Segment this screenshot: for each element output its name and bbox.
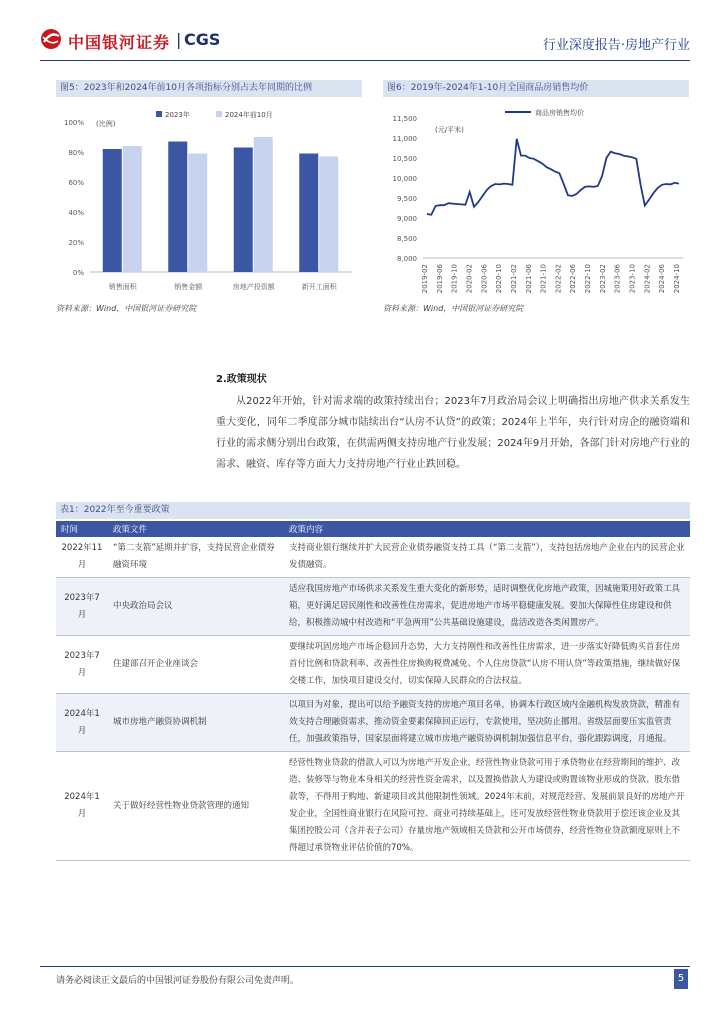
y-tick-label: 60% [68, 179, 84, 187]
row-time: 2024年1月 [56, 694, 108, 752]
table-header-row [56, 521, 690, 537]
row-time: 2023年7月 [56, 578, 108, 636]
figure6-chart [383, 100, 689, 300]
figure5-chart [56, 100, 362, 300]
row-doc: 中央政治局会议 [108, 578, 284, 636]
table-title: 表1：2022年至今重要政策 [56, 502, 690, 519]
page-number: 5 [674, 969, 688, 989]
x-tick-label: 销售金额 [174, 283, 203, 291]
bar-series2 [254, 137, 273, 272]
x-tick-label: 2023-02 [598, 264, 607, 294]
bar-series2 [319, 157, 338, 273]
y-tick-label: 11,000 [392, 135, 417, 143]
footer-divider [40, 966, 690, 967]
x-tick-label: 2022-02 [554, 264, 563, 294]
section-title: 2.政策现状 [216, 374, 267, 385]
bar-series1 [168, 142, 187, 273]
figure5-source: 资料来源：Wind，中国银河证券研究院 [56, 304, 197, 313]
table-row [56, 752, 690, 861]
figure5-title: 图5：2023年和2024年前10月各项指标分别占去年同期的比例 [56, 80, 362, 97]
x-tick-label: 2023-06 [613, 264, 622, 294]
row-content: 要继续巩固房地产市场企稳回升态势，大力支持刚性和改善性住房需求，进一步落实好降低购买首套住房首付比例和贷款利率、改善性住房换购税费减免、个人住房贷款“认房不用认贷”等政策措施，继续做好保交楼工作，加快项目建设交付，切实保障人民群众的合法权益。 [284, 636, 690, 694]
table-row [56, 636, 690, 694]
x-tick-label: 2019-10 [450, 264, 459, 294]
y-tick-label: 9,000 [396, 215, 417, 223]
x-tick-label: 2024-06 [658, 264, 667, 294]
row-content: 经营性物业贷款的借款人可以为房地产开发企业，经营性物业贷款可用于承贷物业在经营期间的维护、改造、装修等与物业本身相关的经营性资金需求，以及置换借款人为建设或购置该物业形成的贷款、股东借款等，不得用于购地、新建项目或其他限制性领域。2024年末前，对规范经营、发展前景良好的房地产开发企业，全国性商业银行在风险可控、商业可持续基础上，还可发放经营性物业贷款用于偿还该企业及其集团控股公司（含并表子公司）存量房地产领域相关贷款和公开市场债券，经营性物业贷款额度原则上不得超过承贷物业评估价值的70%。 [284, 752, 690, 861]
x-tick-label: 新开工面积 [301, 283, 337, 291]
y-tick-label: 100% [63, 119, 84, 127]
y-tick-label: 10,000 [392, 175, 417, 183]
legend-label: 2024年前10月 [225, 111, 273, 119]
y-tick-label: 11,500 [392, 115, 417, 123]
header-doc: 政策文件 [108, 521, 284, 537]
legend-label: 商品房销售均价 [535, 109, 584, 117]
galaxy-logo-icon [40, 28, 62, 50]
bar-series1 [103, 149, 122, 272]
x-tick-label: 2021-02 [509, 264, 518, 294]
bar-series1 [299, 154, 318, 273]
x-tick-label: 2020-06 [480, 264, 489, 294]
section-paragraph: 从2022年开始，针对需求端的政策持续出台；2023年7月政治局会议上明确指出房地产供求关系发生重大变化，同年二季度部分城市陆续出台“认房不认贷”的政策；2024年上半年，央行针对房企的融资端和行业的需求侧分别出台政策，在供需两侧支持房地产行业发展；2024年9月开始，各部门针对房地产行业的需求、融资、库存等方面大力支持房地产行业止跌回稳。 [216, 396, 690, 470]
y-tick-label: 20% [68, 239, 84, 247]
bar-series2 [123, 146, 142, 272]
x-tick-label: 2022-06 [569, 264, 578, 294]
x-tick-label: 2024-02 [643, 264, 652, 294]
row-doc: 关于做好经营性物业贷款管理的通知 [108, 752, 284, 861]
row-time: 2024年1月 [56, 752, 108, 861]
row-content: 以项目为对象，提出可以给予融资支持的房地产项目名单，协调本行政区域内金融机构发放贷款，精准有效支持合理融资需求，推动资金要素保障回正运行，专款使用，坚决防止挪用。省级层面要压实监管责任，加强政策指导，国家层面将建立城市房地产融资协调机制加强信息平台，强化跟踪调度，月通报。 [284, 694, 690, 752]
header-content: 政策内容 [284, 521, 690, 537]
figure6-title: 图6：2019年-2024年1-10月全国商品房销售均价 [383, 80, 689, 97]
x-tick-label: 2020-02 [465, 264, 474, 294]
report-type: 行业深度报告·房地产行业 [542, 38, 690, 53]
row-doc: 住建部召开企业座谈会 [108, 636, 284, 694]
unit-label: (比例) [96, 120, 116, 128]
y-tick-label: 0% [72, 269, 84, 277]
logo-en: CGS [184, 30, 221, 49]
y-tick-label: 8,500 [396, 235, 417, 243]
x-tick-label: 2023-10 [628, 264, 637, 294]
table-row [56, 537, 690, 578]
header-divider [40, 60, 690, 61]
y-tick-label: 8,000 [396, 255, 417, 263]
x-tick-label: 2021-10 [539, 264, 548, 294]
footer-disclaimer: 请务必阅读正文最后的中国银河证券股份有限公司免责声明。 [56, 976, 300, 986]
row-content: 适应我国房地产市场供求关系发生重大变化的新形势，适时调整优化房地产政策，因城施策用好政策工具箱，更好满足居民刚性和改善性住房需求，促进房地产市场平稳健康发展。要加大保障性住房建设和供给，积极推动城中村改造和“平急两用”公共基础设施建设，盘活改造各类闲置房产。 [284, 578, 690, 636]
header-time: 时间 [56, 521, 108, 537]
legend-swatch [156, 111, 162, 117]
x-tick-label: 销售面积 [108, 283, 137, 291]
x-tick-label: 2019-06 [435, 264, 444, 294]
y-tick-label: 10,500 [392, 155, 417, 163]
y-tick-label: 9,500 [396, 195, 417, 203]
row-doc: “第二支箭”延期并扩容，支持民营企业债券融资环境 [108, 537, 284, 578]
bar-series1 [234, 148, 253, 273]
unit-label: (元/平米) [435, 126, 464, 134]
table-row [56, 578, 690, 636]
y-tick-label: 80% [68, 149, 84, 157]
logo-separator: | [176, 30, 182, 49]
logo-cn: 中国银河证券 [68, 33, 171, 52]
price-series-line [427, 139, 679, 215]
x-tick-label: 2019-02 [421, 264, 429, 294]
legend-swatch [216, 111, 222, 117]
figure6-source: 资料来源：Wind，中国银河证券研究院 [383, 304, 524, 313]
row-time: 2022年11月 [56, 537, 108, 578]
x-tick-label: 2021-06 [524, 264, 533, 294]
y-tick-label: 40% [68, 209, 84, 217]
policy-table [56, 521, 690, 861]
row-doc: 城市房地产融资协调机制 [108, 694, 284, 752]
row-content: 支持商业银行继续并扩大民营企业债券融资支持工具（“第二支箭”），支持包括房地产企业在内的民营企业发债融资。 [284, 537, 690, 578]
legend-label: 2023年 [165, 111, 190, 119]
table-row [56, 694, 690, 752]
bar-series2 [188, 154, 207, 273]
x-tick-label: 房地产投资额 [232, 283, 275, 291]
x-tick-label: 2022-10 [584, 264, 593, 294]
row-time: 2023年7月 [56, 636, 108, 694]
x-tick-label: 2024-10 [673, 264, 681, 294]
x-tick-label: 2020-10 [495, 264, 504, 294]
header [40, 24, 690, 60]
